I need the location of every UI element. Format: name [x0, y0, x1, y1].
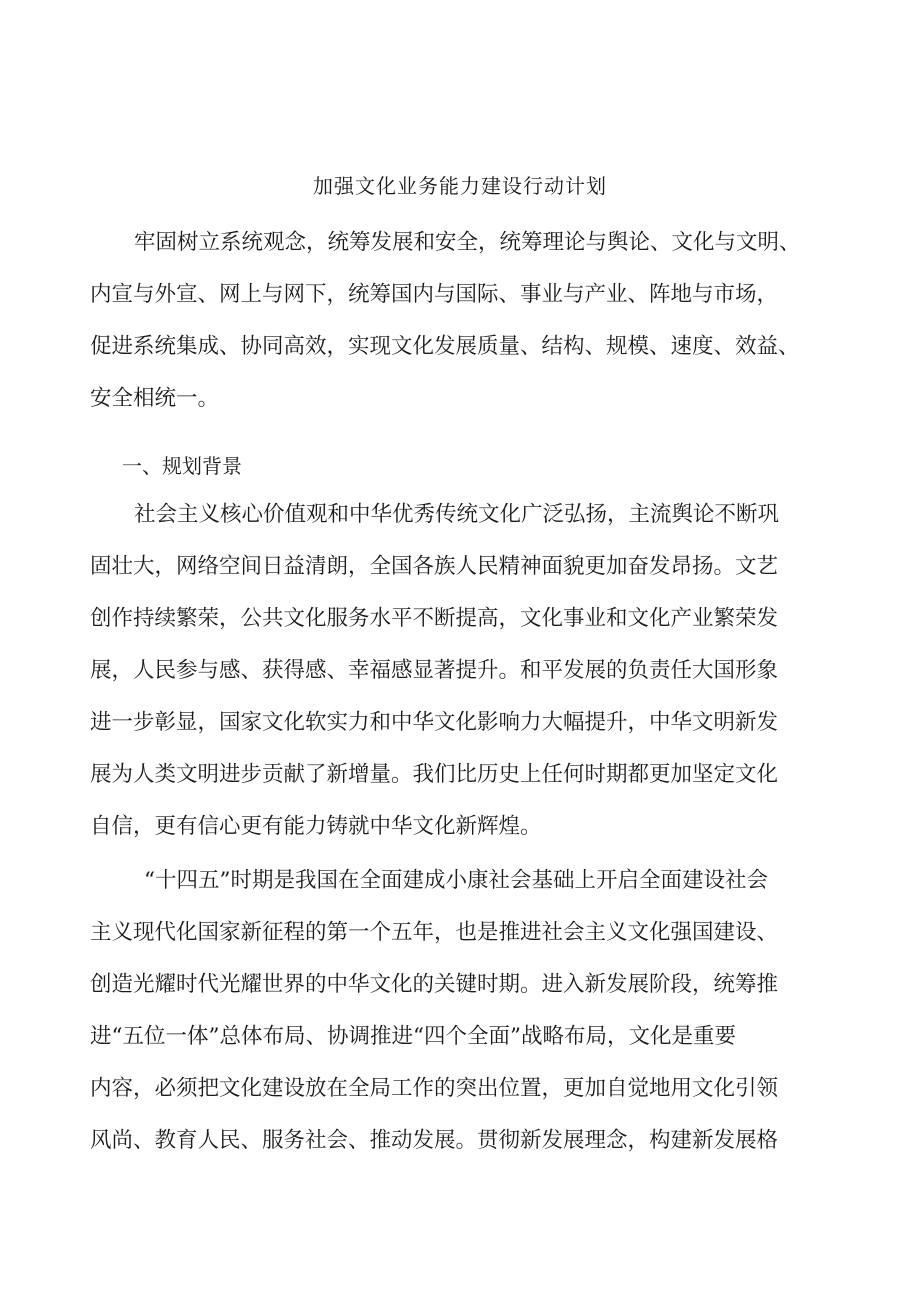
- section-heading: 一、规划背景: [122, 454, 242, 478]
- paragraph-line: 内容，必须把文化建设放在全局工作的突出位置，更加自觉地用文化引领: [90, 1076, 779, 1101]
- paragraph-line: 进“五位一体”总体布局、协调推进“四个全面”战略布局，文化是重要: [90, 1024, 736, 1049]
- paragraph-line: 创造光耀时代光耀世界的中华文化的关键时期。进入新发展阶段，统筹推: [90, 972, 779, 997]
- intro-line: 牢固树立系统观念，统筹发展和安全，统筹理论与舆论、文化与文明、: [134, 230, 801, 255]
- intro-line: 内宣与外宣、网上与网下，统筹国内与国际、事业与产业、阵地与市场，: [90, 282, 779, 307]
- document-title: 加强文化业务能力建设行动计划: [313, 174, 607, 198]
- intro-line: 安全相统一。: [90, 386, 220, 411]
- paragraph-line: 固壮大，网络空间日益清朗，全国各族人民精神面貌更加奋发昂扬。文艺: [90, 554, 779, 579]
- intro-line: 促进系统集成、协同高效，实现文化发展质量、结构、规模、速度、效益、: [90, 334, 800, 359]
- paragraph-line: “十四五”时期是我国在全面建成小康社会基础上开启全面建设社会: [144, 868, 768, 893]
- paragraph-line: 创作持续繁荣，公共文化服务水平不断提高，文化事业和文化产业繁荣发: [90, 606, 779, 631]
- paragraph-line: 展，人民参与感、获得感、幸福感显著提升。和平发展的负责任大国形象: [90, 658, 779, 683]
- paragraph-line: 展为人类文明进步贡献了新增量。我们比历史上任何时期都更加坚定文化: [90, 762, 779, 787]
- paragraph-line: 主义现代化国家新征程的第一个五年，也是推进社会主义文化强国建设、: [90, 920, 779, 945]
- paragraph-line: 进一步彰显，国家文化软实力和中华文化影响力大幅提升，中华文明新发: [90, 710, 779, 735]
- paragraph-line: 社会主义核心价值观和中华优秀传统文化广泛弘扬，主流舆论不断巩: [134, 502, 780, 527]
- paragraph-line: 自信，更有信心更有能力铸就中华文化新辉煌。: [90, 814, 542, 839]
- paragraph-line: 风尚、教育人民、服务社会、推动发展。贯彻新发展理念，构建新发展格: [90, 1128, 779, 1153]
